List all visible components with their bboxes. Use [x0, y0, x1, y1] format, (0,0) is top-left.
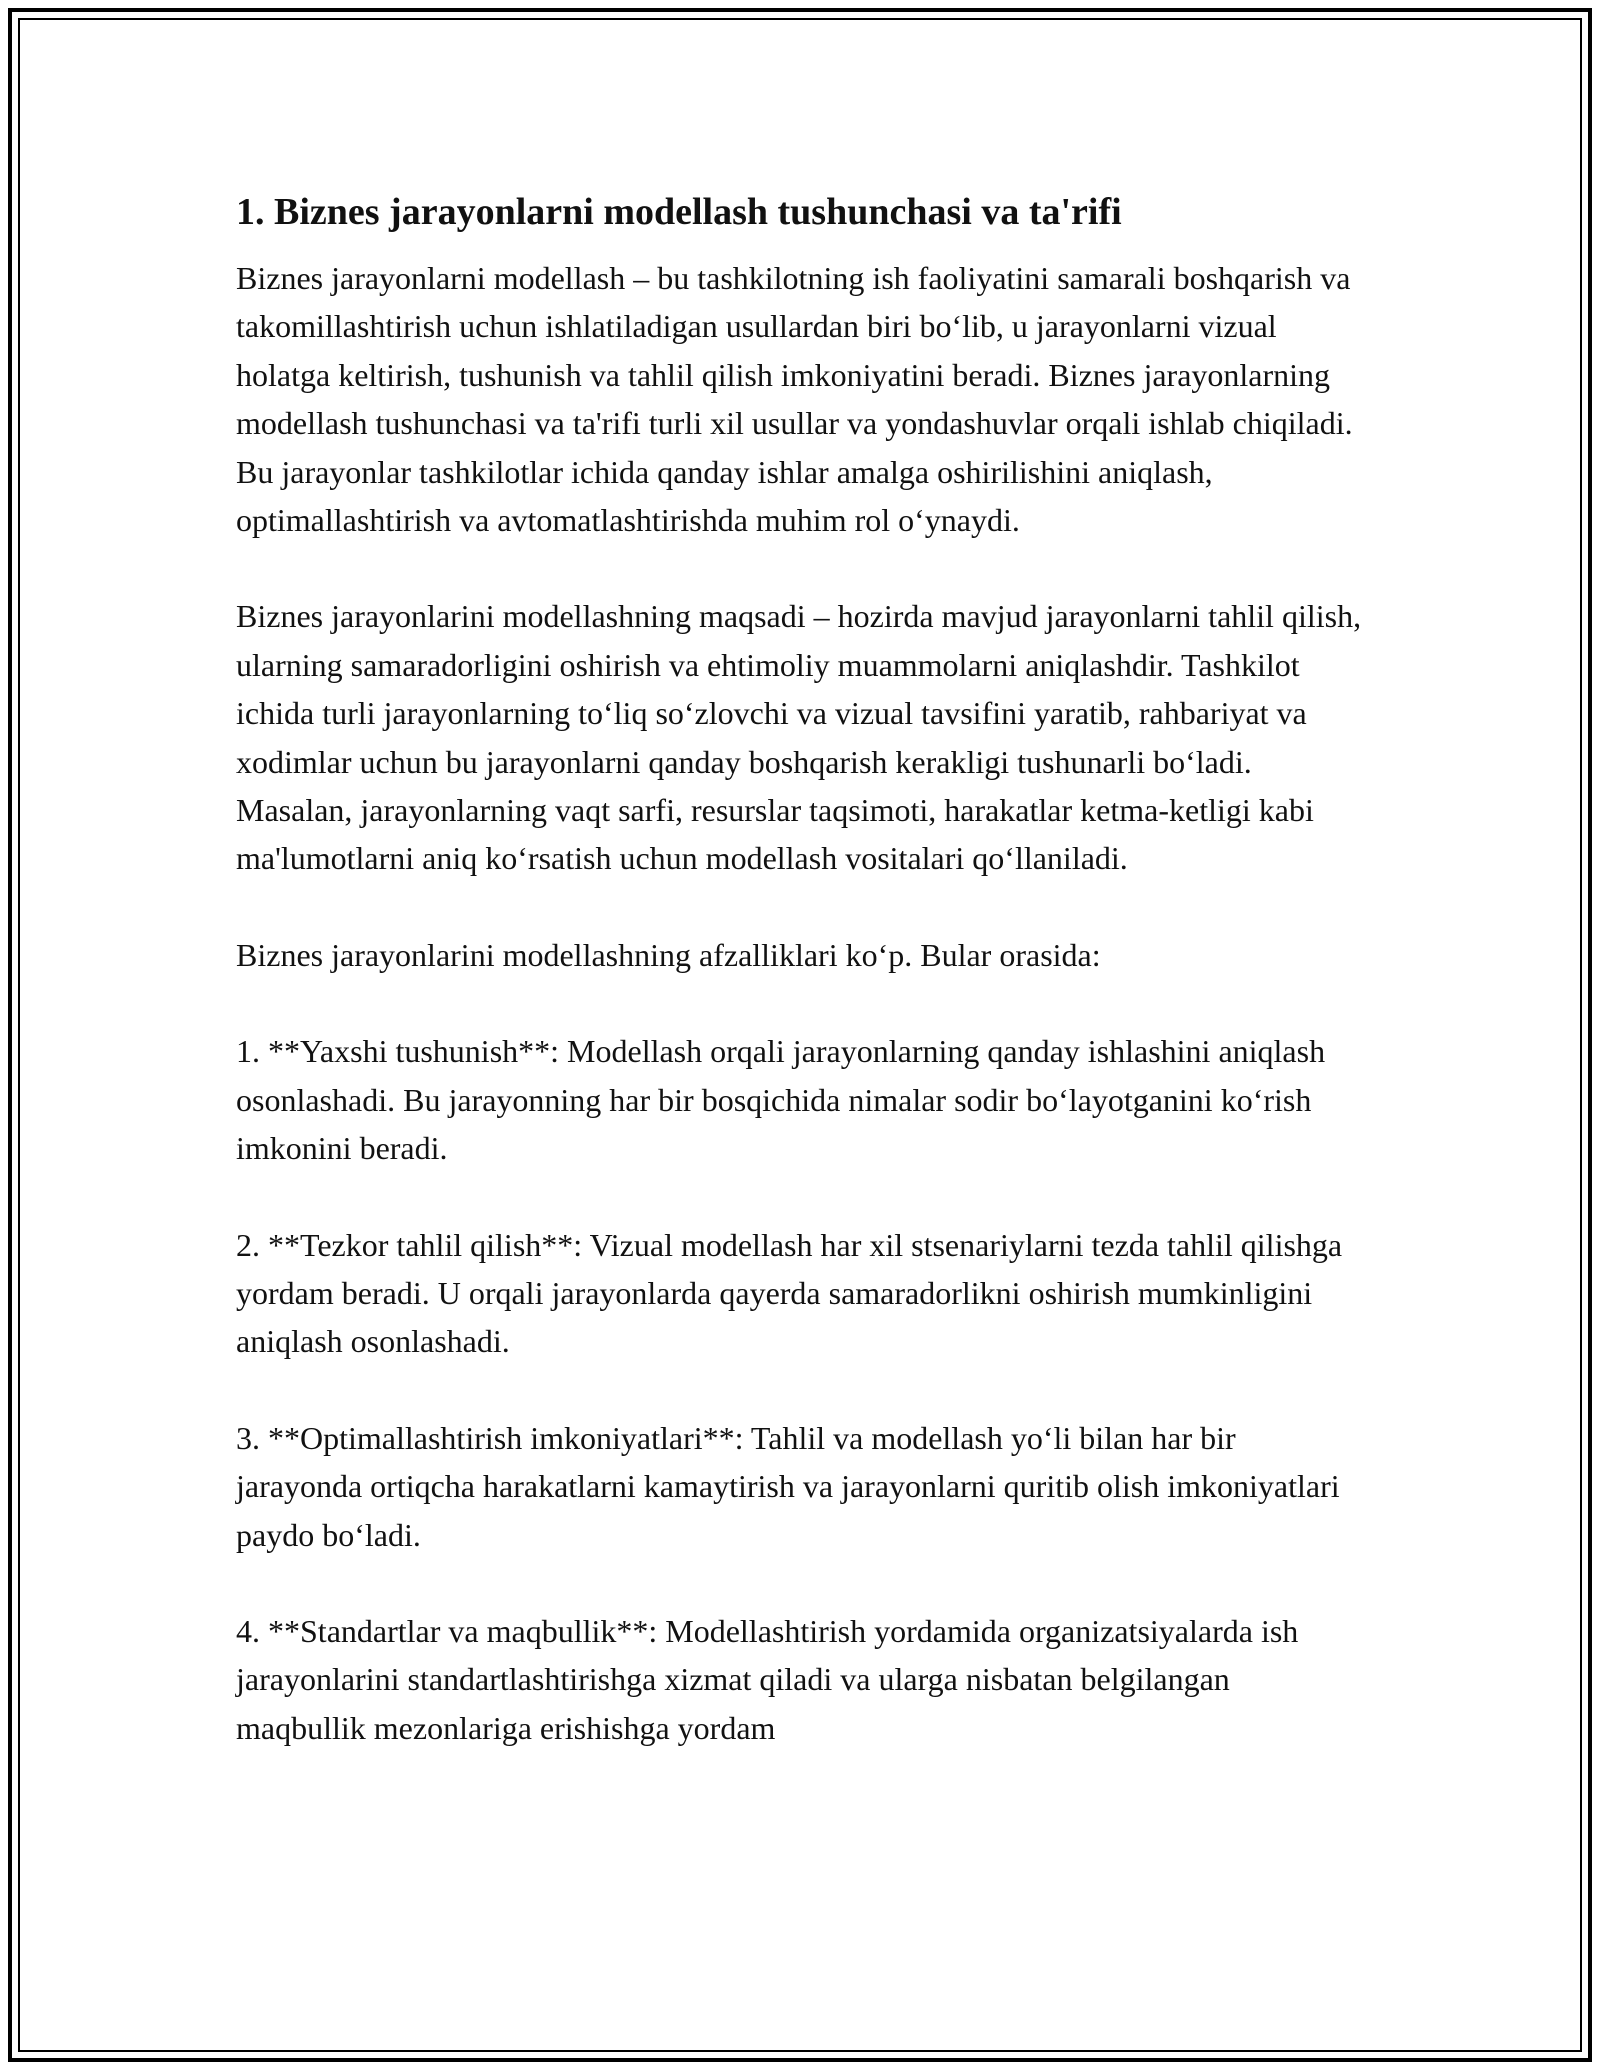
paragraph-advantages-lead: Biznes jarayonlarini modellashning afzalliklari ko‘p. Bular orasida:	[236, 936, 1101, 973]
list-item-2: 2. **Tezkor tahlil qilish**: Vizual modellash har xil stsenariylarni tezda tahlil qilishga yordam beradi. U orqali jarayonlarda qayerda samaradorlikni oshirish mumkinligini aniqlash osonlashadi.	[236, 1226, 1343, 1360]
list-item-4: 4. **Standartlar va maqbullik**: Modellashtirish yordamida organizatsiyalarda ish jarayonlarini standartlashtirishga xizmat qiladi va ularga nisbatan belgilangan maqbullik mezonlariga erishishga yordam	[236, 1612, 1299, 1746]
list-item-3: 3. **Optimallashtirish imkoniyatlari**: Tahlil va modellash yo‘li bilan har bir jarayonda ortiqcha harakatlarni kamaytirish va jarayonlarni quritib olish imkoniyatlari paydo bo‘ladi.	[236, 1419, 1340, 1553]
list-item-1: 1. **Yaxshi tushunish**: Modellash orqali jarayonlarning qanday ishlashini aniqlash osonlashadi. Bu jarayonning har bir bosqichida nimalar sodir bo‘layotganini ko‘rish imkonini beradi.	[236, 1033, 1326, 1167]
document-body	[236, 184, 1366, 1752]
paragraph-intro: Biznes jarayonlarni modellash – bu tashkilotning ish faoliyatini samarali boshqarish va takomillashtirish uchun ishlatiladigan usullardan biri bo‘lib, u jarayonlarni vizual holatga keltirish, tushunish va tahlil qilish imkoniyatini beradi. Biznes jarayonlarning modellash tushunchasi va ta'rifi turli xil usullar va yondashuvlar orqali ishlab chiqiladi. Bu jarayonlar tashkilotlar ichida qanday ishlar amalga oshirilishini aniqlash, optimallashtirish va avtomatlashtirishda muhim rol o‘ynaydi.	[236, 260, 1353, 539]
paragraph-purpose: Biznes jarayonlarini modellashning maqsadi – hozirda mavjud jarayonlarni tahlil qilish, ularning samaradorligini oshirish va ehtimoliy muammolarni aniqlashdir. Tashkilot ichida turli jarayonlarning to‘liq so‘zlovchi va vizual tavsifini yaratib, rahbariyat va xodimlar uchun bu jarayonlarni qanday boshqarish kerakligi tushunarli bo‘ladi. Masalan, jarayonlarning vaqt sarfi, resurslar taqsimoti, harakatlar ketma-ketligi kabi ma'lumotlarni aniq ko‘rsatish uchun modellash vositalari qo‘llaniladi.	[236, 598, 1362, 877]
section-heading: 1. Biznes jarayonlarni modellash tushunchasi va ta'rifi	[236, 191, 1122, 233]
